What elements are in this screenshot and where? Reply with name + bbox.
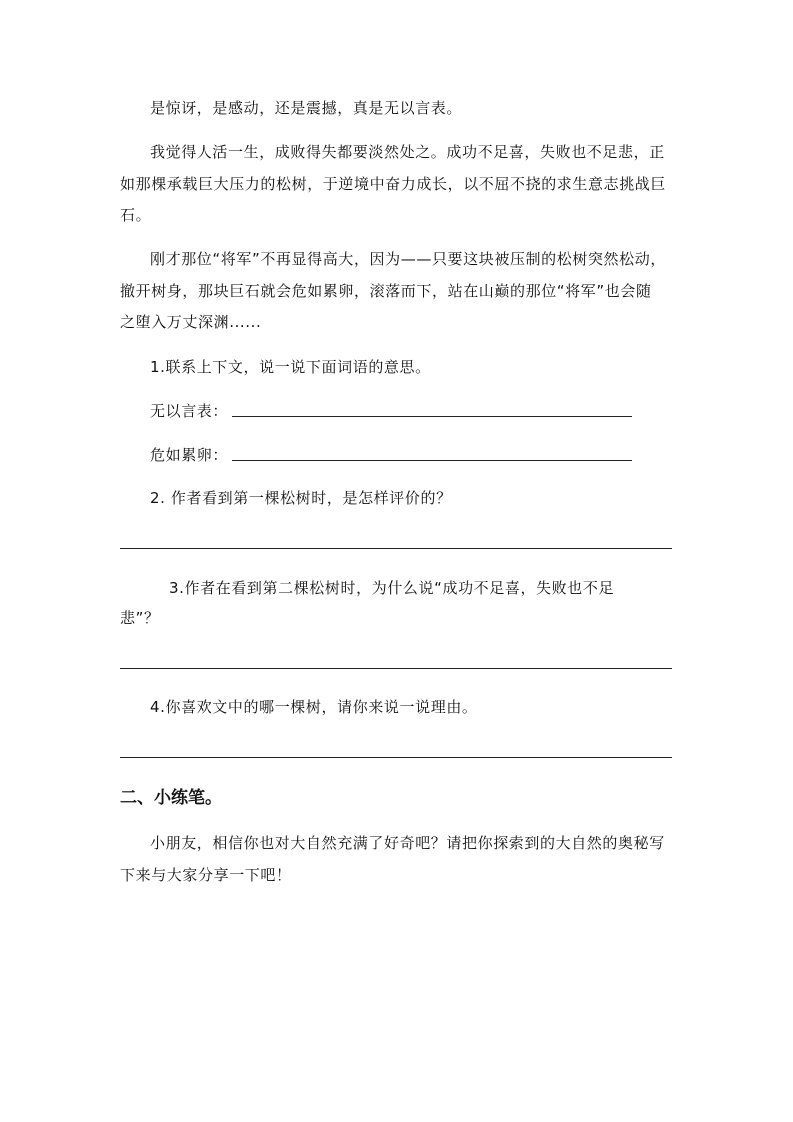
passage-paragraph-2-line-1: 我觉得人活一生，成败得失都要淡然处之。成功不足喜，失败也不足悲，正 [150,143,665,161]
question-3-line-1: 3.作者在看到第二棵松树时，为什么说“成功不足喜，失败也不足 [169,579,615,597]
section-2-heading: 二、小练笔。 [120,788,222,808]
question-4: 4.你喜欢文中的哪一棵树，请你来说一说理由。 [150,698,478,716]
passage-paragraph-2-line-3: 石。 [120,206,152,224]
question-1: 1.联系上下文，说一说下面词语的意思。 [150,358,431,376]
question-1a-label: 无以言表： [150,402,229,420]
section-2-line-1: 小朋友，相信你也对大自然充满了好奇吧？请把你探索到的大自然的奥秘写 [150,834,665,852]
answer-line-3[interactable] [120,668,672,669]
answer-line-1a[interactable] [232,416,632,417]
passage-paragraph-1: 是惊讶，是感动，还是震撼，真是无以言表。 [150,99,463,117]
question-1b-label: 危如累卵： [150,446,229,464]
answer-line-1b[interactable] [232,460,632,461]
question-3-line-2: 悲”？ [120,609,160,627]
section-2-line-2: 下来与大家分享一下吧！ [120,866,292,884]
question-2: 2. 作者看到第一棵松树时，是怎样评价的？ [150,489,452,507]
passage-paragraph-3-line-2: 撤开树身，那块巨石就会危如累卵，滚落而下，站在山巅的那位“将军”也会随 [120,282,652,300]
passage-paragraph-3-line-3: 之堕入万丈深渊...... [120,313,262,331]
passage-paragraph-2-line-2: 如那棵承载巨大压力的松树，于逆境中奋力成长，以不屈不挠的求生意志挑战巨 [120,175,667,193]
passage-paragraph-3-line-1: 刚才那位“将军”不再显得高大，因为——只要这块被压制的松树突然松动， [150,250,666,268]
answer-line-2[interactable] [120,548,672,549]
answer-line-4[interactable] [120,757,672,758]
